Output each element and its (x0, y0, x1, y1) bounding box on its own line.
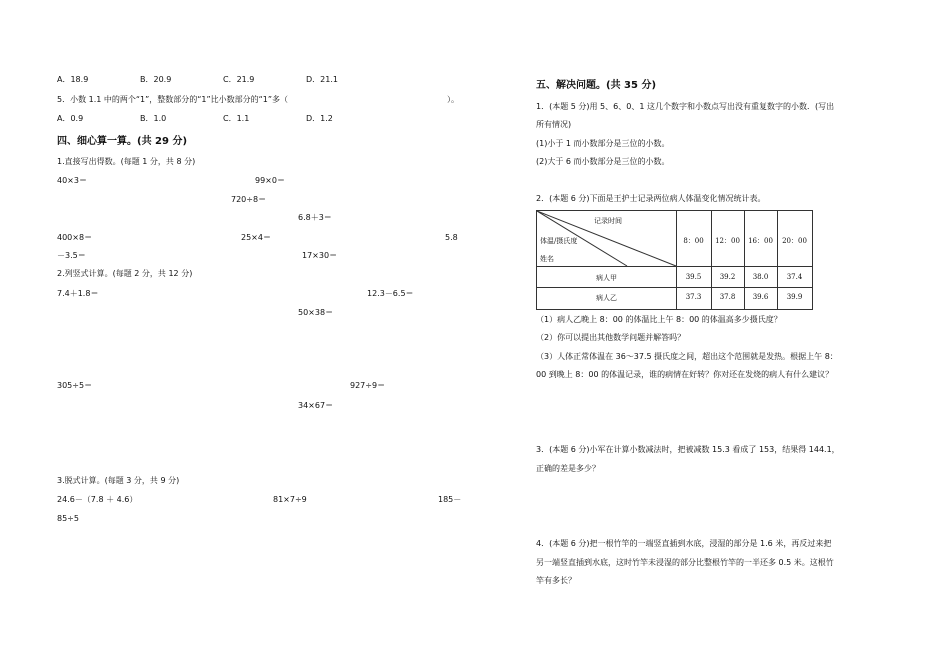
table-cell: 39.6 (752, 293, 769, 301)
table-row-name: 病人乙 (596, 294, 617, 302)
table-divider (537, 266, 812, 267)
s1-item: 40×3＝ (57, 176, 87, 185)
table-divider (537, 287, 812, 288)
q5-close-paren: ）。 (447, 95, 459, 104)
q4-option-d: D．21.1 (306, 75, 338, 84)
s3-item: 24.6－（7.8 ＋ 4.6） (57, 495, 138, 504)
q5-option-c: C．1.1 (223, 114, 250, 123)
s1-item: 720÷8＝ (231, 195, 267, 204)
p2-question-1: （1）病人乙晚上 8：00 的体温比上午 8：00 的体温高多少摄氏度？ (536, 315, 782, 324)
q4-option-c: C．21.9 (223, 75, 255, 84)
s2-item: 927÷9＝ (350, 381, 386, 390)
section5-title: 五、解决问题。(共 35 分) (536, 80, 657, 91)
table-cell: 37.4 (786, 273, 803, 281)
q5-text: 5．小数 1.1 中的两个“1”，整数部分的“1”比小数部分的“1”多（ (57, 95, 289, 104)
table-time-header: 16：00 (748, 237, 773, 245)
table-time-header: 8：00 (683, 237, 704, 245)
p4-line: 另一端竖直插到水底，这时竹竿未浸湿的部分比整根竹竿的一半还多 0.5 米。这根竹 (536, 558, 834, 567)
s2-title: 2.列竖式计算。(每题 2 分，共 12 分) (57, 269, 193, 278)
p3-line: 3．(本题 6 分)小军在计算小数减法时，把被减数 15.3 看成了 153，结果得 144.1， (536, 445, 840, 454)
p1-line: 1．(本题 5 分)用 5、6、0、1 这几个数字和小数点写出没有重复数字的小数．(写出 (536, 102, 835, 111)
section4-title: 四、细心算一算。(共 29 分) (57, 136, 188, 147)
q4-option-a: A．18.9 (57, 75, 89, 84)
s1-title: 1.直接写出得数。(每题 1 分，共 8 分) (57, 157, 196, 166)
table-corner-temp: 体温/摄氏度 (540, 237, 578, 245)
p3-line: 正确的差是多少？ (536, 464, 600, 473)
s2-item: 34×67＝ (298, 401, 334, 410)
s1-item: 99×0＝ (255, 176, 285, 185)
q5-option-d: D．1.2 (306, 114, 333, 123)
table-cell: 37.8 (719, 293, 736, 301)
table-cell: 38.0 (752, 273, 769, 281)
p4-line: 4．(本题 6 分)把一根竹竿的一端竖直插到水底，浸湿的部分是 1.6 米，再反过来把 (536, 539, 832, 548)
s2-item: 7.4＋1.8＝ (57, 289, 99, 298)
table-cell: 39.9 (786, 293, 803, 301)
table-row-name: 病人甲 (596, 274, 617, 282)
q5-option-a: A．0.9 (57, 114, 84, 123)
p4-line: 竿有多长？ (536, 576, 576, 585)
s3-item: 185－ (438, 495, 462, 504)
s3-title: 3.脱式计算。(每题 3 分，共 9 分) (57, 476, 180, 485)
s1-item: 25×4＝ (241, 233, 271, 242)
table-cell: 37.3 (685, 293, 702, 301)
s1-item: －3.5＝ (57, 251, 86, 260)
q4-option-b: B．20.9 (140, 75, 172, 84)
table-corner-name: 姓名 (540, 255, 554, 263)
s3-item: 85÷5 (57, 514, 79, 523)
p2-question-3: （3）人体正常体温在 36～37.5 摄氏度之间，超出这个范围就是发热。根据上午 8： (536, 352, 838, 361)
s2-item: 50×38＝ (298, 308, 334, 317)
table-time-header: 12：00 (715, 237, 740, 245)
s3-item: 81×7÷9 (273, 495, 307, 504)
p2-intro: 2．(本题 6 分)下面是王护士记录两位病人体温变化情况统计表。 (536, 194, 766, 203)
p1-line: 所有情况) (536, 120, 572, 129)
p2-question-3: 00 到晚上 8：00 的体温记录，谁的病情在好转？你对还在发烧的病人有什么建议？ (536, 370, 834, 379)
s1-item: 5.8 (445, 233, 458, 242)
s1-item: 400×8＝ (57, 233, 93, 242)
p1-sub1: (1)小于 1 而小数部分是三位的小数。 (536, 139, 670, 148)
s2-item: 305÷5＝ (57, 381, 93, 390)
p1-sub2: (2)大于 6 而小数部分是三位的小数。 (536, 157, 670, 166)
table-corner-time: 记录时间 (594, 217, 622, 225)
table-cell: 39.5 (685, 273, 702, 281)
s2-item: 12.3－6.5＝ (367, 289, 414, 298)
table-time-header: 20：00 (782, 237, 807, 245)
s1-item: 6.8＋3＝ (298, 213, 332, 222)
s1-item: 17×30＝ (302, 251, 338, 260)
table-cell: 39.2 (719, 273, 736, 281)
temperature-table (536, 210, 813, 310)
p2-question-2: （2）你可以提出其他数学问题并解答吗？ (536, 333, 686, 342)
q5-option-b: B．1.0 (140, 114, 167, 123)
